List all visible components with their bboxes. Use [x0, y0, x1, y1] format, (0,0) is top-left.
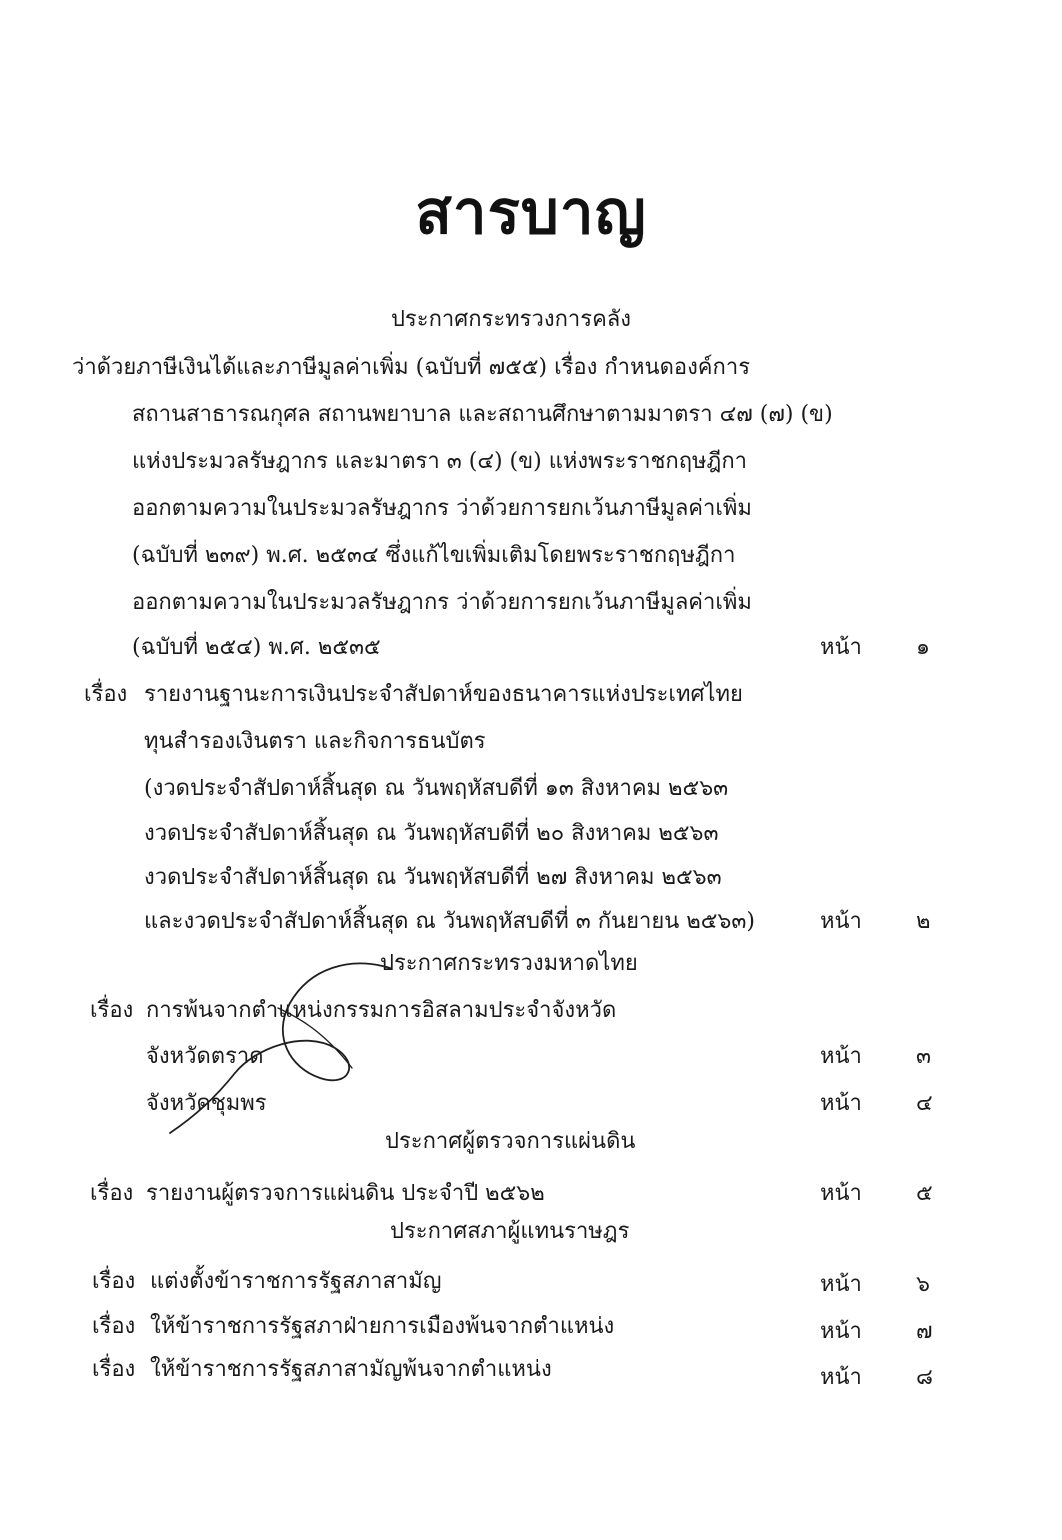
- entry-text-line: ว่าด้วยภาษีเงินได้และภาษีมูลค่าเพิ่ม (ฉบับที่ ๗๕๕) เรื่อง กำหนดองค์การ: [72, 355, 751, 380]
- page-number: ๗: [916, 1319, 933, 1344]
- section-heading-ombudsman: ประกาศผู้ตรวจการแผ่นดิน: [385, 1129, 636, 1154]
- entry-text-line: ให้ข้าราชการรัฐสภาฝ่ายการเมืองพ้นจากตำแหน่ง: [150, 1314, 615, 1339]
- entry-sub-line: จังหวัดตราด: [146, 1044, 264, 1069]
- page-label: หน้า: [820, 1091, 862, 1116]
- page-number: ๖: [916, 1272, 930, 1297]
- page-number: ๘: [916, 1365, 933, 1390]
- page-label: หน้า: [820, 1272, 862, 1297]
- page-number: ๔: [916, 1091, 933, 1116]
- page-number: ๑: [916, 635, 930, 660]
- entry-text-line: (ฉบับที่ ๒๓๙) พ.ศ. ๒๕๓๔ ซึ่งแก้ไขเพิ่มเติมโดยพระราชกฤษฎีกา: [132, 543, 736, 568]
- entry-text-line: (ฉบับที่ ๒๕๔) พ.ศ. ๒๕๓๕: [132, 635, 381, 660]
- section-heading-interior: ประกาศกระทรวงมหาดไทย: [380, 951, 638, 976]
- page-number: ๕: [916, 1181, 933, 1206]
- entry-text-line: ให้ข้าราชการรัฐสภาสามัญพ้นจากตำแหน่ง: [150, 1357, 552, 1382]
- entry-text-line: งวดประจำสัปดาห์สิ้นสุด ณ วันพฤหัสบดีที่ ๒๗ สิงหาคม ๒๕๖๓: [144, 865, 722, 890]
- page-number: ๒: [916, 909, 931, 934]
- page-label: หน้า: [820, 1319, 862, 1344]
- entry-text-line: การพ้นจากตำแหน่งกรรมการอิสลามประจำจังหวัด: [146, 998, 617, 1023]
- page-title: สารบาญ: [415, 178, 647, 248]
- entry-text-line: และงวดประจำสัปดาห์สิ้นสุด ณ วันพฤหัสบดีที่ ๓ กันยายน ๒๕๖๓): [144, 909, 756, 934]
- page-label: หน้า: [820, 909, 862, 934]
- page-label: หน้า: [820, 1044, 862, 1069]
- entry-text-line: สถานสาธารณกุศล สถานพยาบาล และสถานศึกษาตามมาตรา ๔๗ (๗) (ข): [132, 402, 833, 427]
- entry-text-line: ทุนสำรองเงินตรา และกิจการธนบัตร: [144, 729, 486, 754]
- entry-text-line: งวดประจำสัปดาห์สิ้นสุด ณ วันพฤหัสบดีที่ ๒๐ สิงหาคม ๒๕๖๓: [144, 821, 719, 846]
- entry-text-line: รายงานฐานะการเงินประจำสัปดาห์ของธนาคารแห่งประเทศไทย: [144, 682, 743, 707]
- entry-text-line: แต่งตั้งข้าราชการรัฐสภาสามัญ: [150, 1269, 442, 1294]
- subject-label: เรื่อง: [84, 682, 128, 707]
- entry-text-line: ออกตามความในประมวลรัษฎากร ว่าด้วยการยกเว้นภาษีมูลค่าเพิ่ม: [132, 496, 752, 521]
- section-heading-finance: ประกาศกระทรวงการคลัง: [390, 307, 632, 332]
- page-label: หน้า: [820, 1365, 862, 1390]
- page-label: หน้า: [820, 635, 862, 660]
- subject-label: เรื่อง: [90, 1181, 134, 1206]
- subject-label: เรื่อง: [92, 1357, 136, 1382]
- page-label: หน้า: [820, 1181, 862, 1206]
- entry-text-line: (งวดประจำสัปดาห์สิ้นสุด ณ วันพฤหัสบดีที่ ๑๓ สิงหาคม ๒๕๖๓: [144, 776, 729, 801]
- subject-label: เรื่อง: [92, 1314, 136, 1339]
- page-number: ๓: [916, 1044, 932, 1069]
- entry-text-line: รายงานผู้ตรวจการแผ่นดิน ประจำปี ๒๕๖๒: [146, 1181, 545, 1206]
- entry-sub-line: จังหวัดชุมพร: [146, 1091, 267, 1116]
- subject-label: เรื่อง: [90, 998, 134, 1023]
- section-heading-house: ประกาศสภาผู้แทนราษฎร: [390, 1219, 630, 1244]
- subject-label: เรื่อง: [92, 1269, 136, 1294]
- entry-text-line: แห่งประมวลรัษฎากร และมาตรา ๓ (๔) (ข) แห่งพระราชกฤษฎีกา: [132, 449, 748, 474]
- entry-text-line: ออกตามความในประมวลรัษฎากร ว่าด้วยการยกเว้นภาษีมูลค่าเพิ่ม: [132, 590, 752, 615]
